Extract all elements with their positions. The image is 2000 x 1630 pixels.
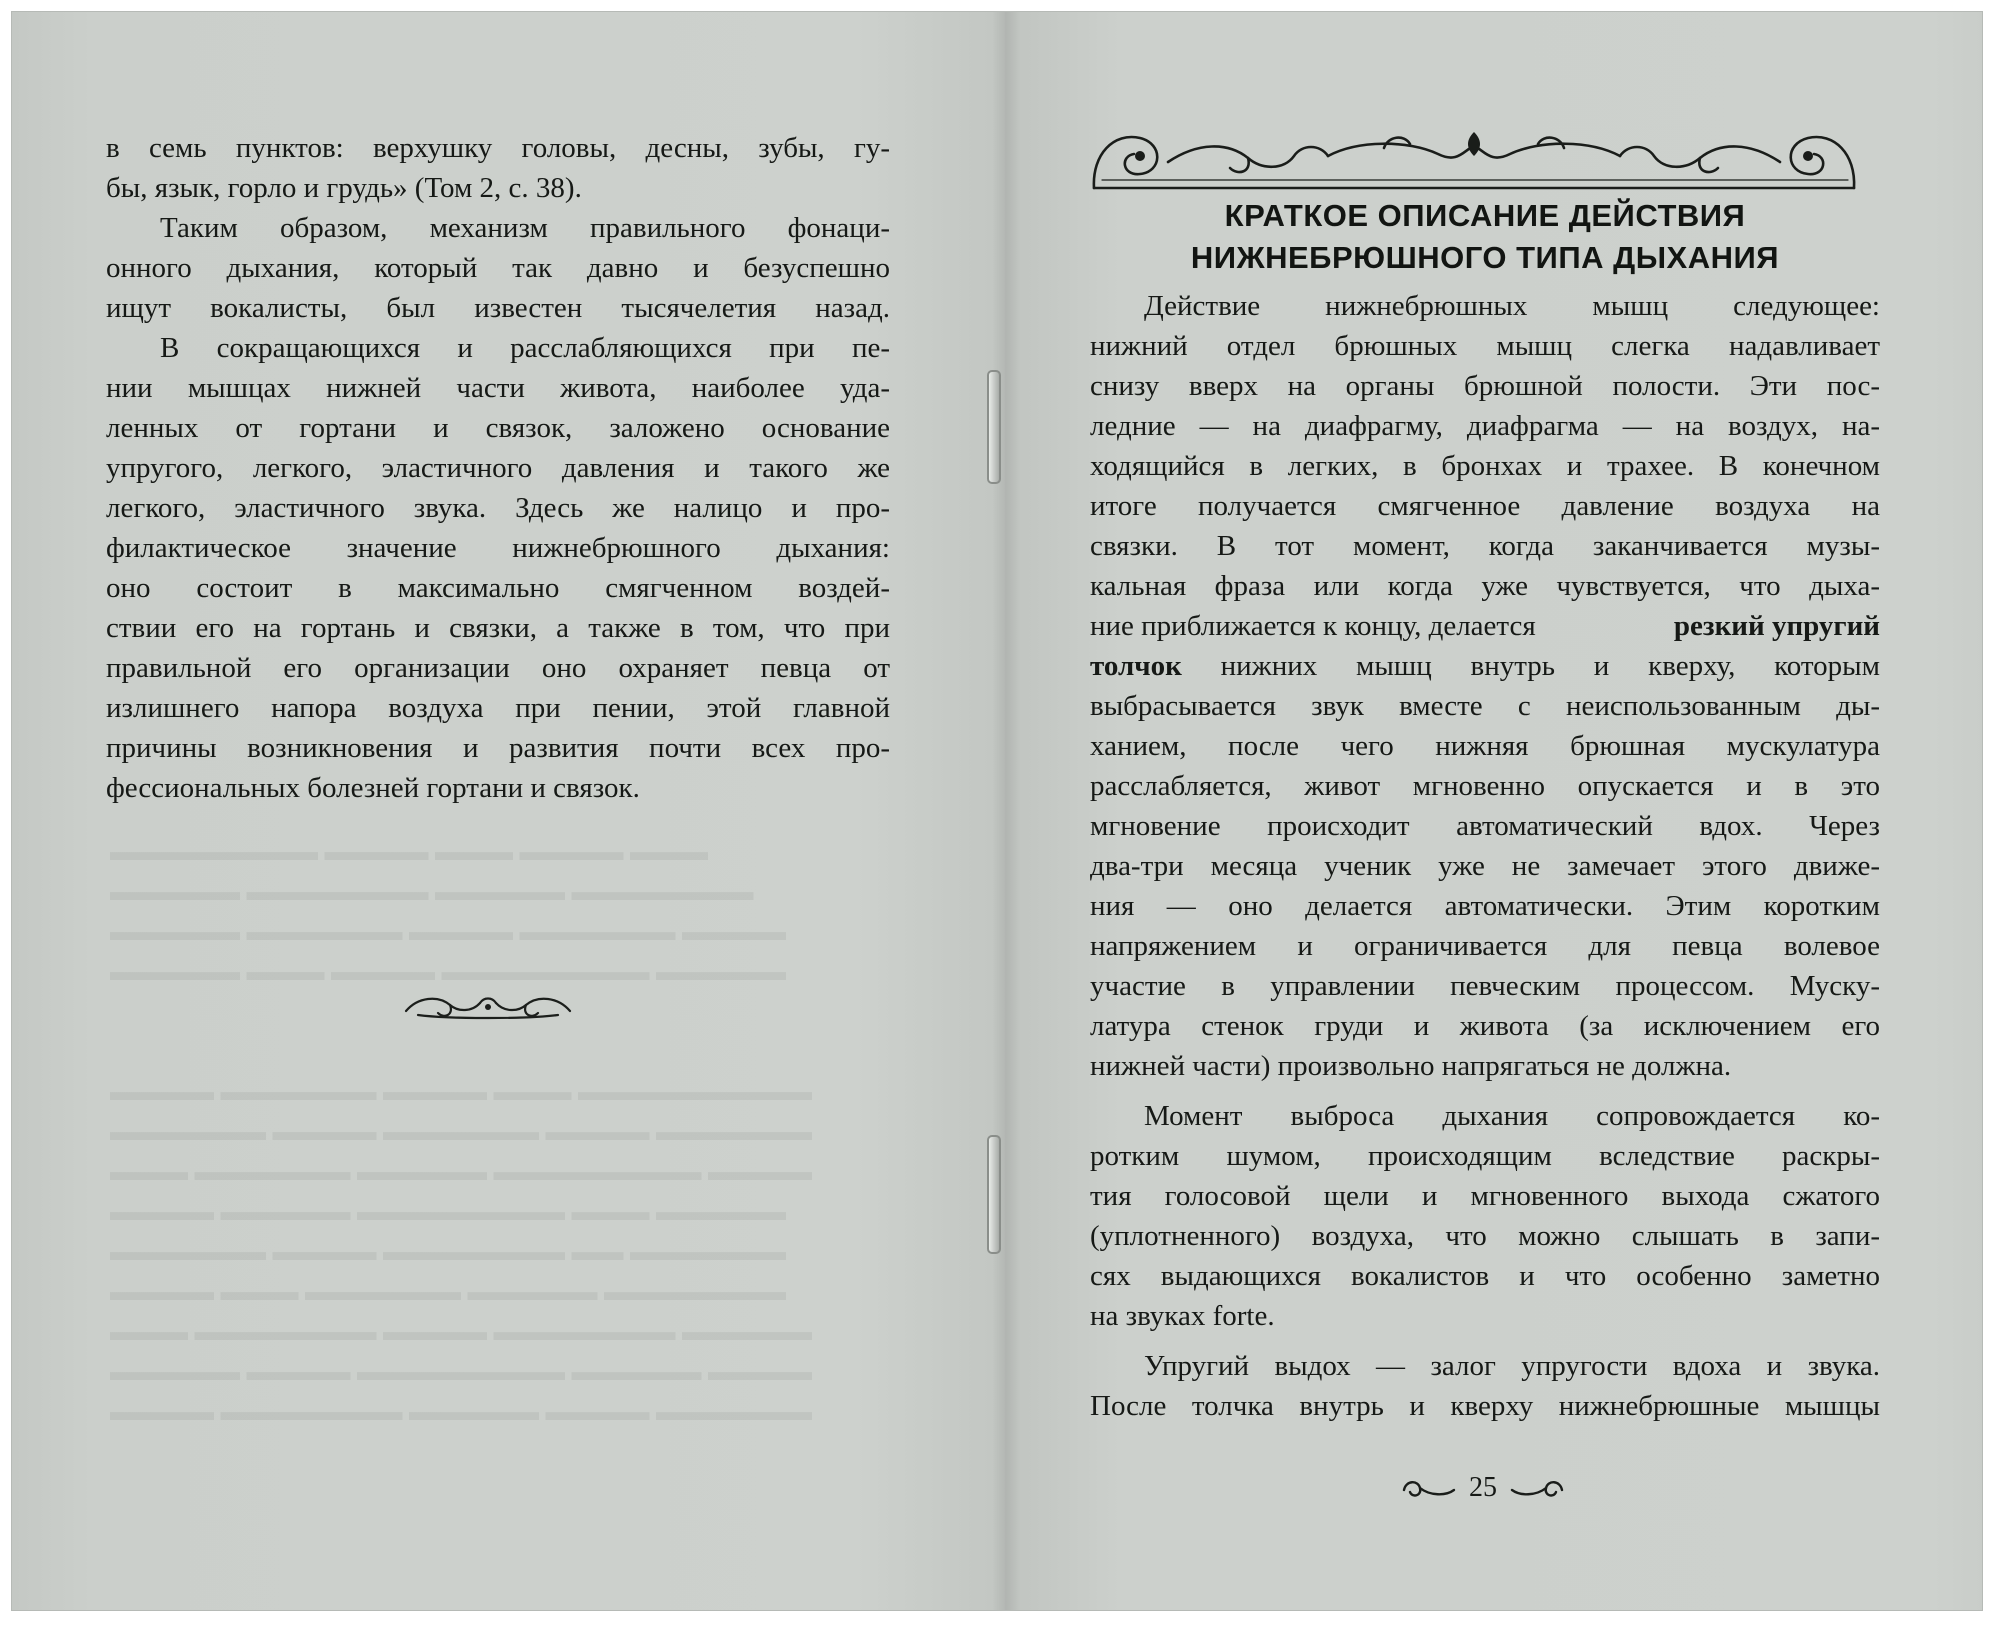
ornament-divider-icon — [398, 985, 578, 1025]
body-text-line: бы, язык, горло и грудь» (Том 2, с. 38). — [106, 172, 582, 204]
body-text-line: ния — оно делается автоматически. Этим коротким — [1090, 890, 1880, 922]
staple-icon — [987, 370, 1001, 484]
photo-scene: ▬▬▬ ▬▬▬▬ ▬▬▬ ▬▬▬▬ ▬▬▬▬▬▬▬▬ ▬▬▬▬▬▬▬ ▬▬▬▬▬ ▬▬▬▬▬▬▬ ▬▬▬▬▬ ▬▬▬▬ ▬▬▬▬▬▬ ▬▬▬▬ ▬▬▬▬▬▬ ▬▬▬▬▬ ▬▬▬▬▬ ▬▬▬▬▬▬▬▬ ▬▬▬▬ ▬▬▬ ▬▬▬▬▬ ▬▬▬▬▬▬▬▬▬ ▬▬▬ ▬▬▬▬ ▬▬▬▬▬▬ ▬▬▬▬ ▬▬▬▬▬▬ ▬▬▬▬ ▬▬▬▬▬▬ ▬▬▬▬ ▬▬▬▬▬▬ ▬▬▬▬ ▬▬▬▬▬▬▬▬ ▬▬▬▬▬ ▬▬▬▬▬▬ ▬▬▬ ▬▬▬▬▬ ▬▬▬ ▬▬▬▬▬▬▬▬ ▬▬▬▬▬ ▬▬▬▬ ▬▬▬▬▬▬ ▬▬ ▬▬▬▬▬▬▬ ▬▬▬▬ ▬▬▬▬▬▬ ▬▬▬▬▬▬▬ ▬▬▬▬▬ ▬▬▬▬▬▬ ▬▬▬ ▬▬▬▬ ▬▬▬▬▬ ▬▬▬▬▬▬▬ ▬▬▬▬ ▬▬▬▬▬▬▬ ▬▬▬ ▬▬▬▬ ▬▬▬▬▬ ▬▬▬▬▬▬▬▬ ▬▬▬▬ ▬▬▬▬▬ ▬▬▬▬▬▬ ▬▬▬▬ ▬▬▬▬▬ ▬▬▬▬▬▬▬ ▬▬▬▬ в семь пунктов: верхушку головы, десны, зубы, гу- бы, язык, горло и грудь» (Том 2, с. 38). Таким образом, механизм правильного фонаци- онного дыхания, который так давно и безуспешно ищут вокалисты, был известен тысячелетия назад. В сокращающихся и расслабляющихся при пе- нии мышцах нижней части живота, наиболее уда- ленных от гортани и связок, заложено основание упругого, легкого, эластичного давления и такого же легкого, эластичного звука. Здесь же налицо и про- филактическое значение нижнебрюшного дыхания: оно состоит в максимально смягченном воздей- ствии его на гортань и связки, а также в том, что при правильной его организации оно охраняет певца от излишнего напора воздуха при пении, этой главной причины возникновения и развития почти всех про- фессиональных болезней гортани и связок. КРАТКОЕ ОПИСАНИЕ ДЕЙСТВИЯ НИЖНЕБРЮШНОГО ТИПА ДЫХАНИЯ Действие нижнебрюшных мышц следующее: нижний отдел брюшных мышц слегка надавливает снизу вверх на органы брюшной полости. Эти пос- ледние — на диафрагму, диафрагма — на воздух, на- ходящийся в легких, в бронхах и трахее. В конечном итоге получается смягченное давление воздуха на связки. В тот момент, когда заканчивается музы- кальная фраза или когда уже чувствуется, что дыха- ние приближается к концу, делается резкий упругий толчок нижних мышц внутрь и кверху, которым выбрасывается звук вместе с неиспользованным ды- ханием, после чего нижняя брюшная мускулатура расслабляется, живот мгновенно опускается и в это мгновение происходит автоматический вдох. Через два-три месяца ученик уже не замечает этого движе- ния — оно делается автоматически. Этим коротким напряжением и ограничивается для певца волевое участие в управлении певческим процессом. Муску- латура стенок груди и живота (за исключением его нижней части) произвольно напрягаться не должна. Момент выброса дыхания сопровождается ко- ротким шумом, происходящим вследствие раскры- тия голосовой щели и мгновенного выхода сжатого (уплотненного) воздуха, что можно слышать в запи- сях выдающихся вокалистов и что особенно заметно на звуках forte. Упругий выдох — залог упругости вдоха и звука. После толчка внутрь и кверху нижнебрюшные мышцы 25 — [0, 0, 2000, 1630]
body-text-line: онного дыхания, который так давно и безуспешно — [106, 252, 890, 284]
body-text-line: оно состоит в максимально смягченном воздей- — [106, 572, 890, 604]
body-text-line: кальная фраза или когда уже чувствуется, что дыха- — [1090, 570, 1880, 602]
body-text-line: филактическое значение нижнебрюшного дыхания: — [106, 532, 890, 564]
body-text-line: нижний отдел брюшных мышц слегка надавливает — [1090, 330, 1880, 362]
section-heading: НИЖНЕБРЮШНОГО ТИПА ДЫХАНИЯ — [1190, 240, 1780, 275]
body-text-line: связки. В тот момент, когда заканчивается музы- — [1090, 530, 1880, 562]
body-text-line: на звуках forte. — [1090, 1300, 1275, 1332]
body-text-line: Упругий выдох — залог упругости вдоха и звука. — [1144, 1350, 1880, 1382]
body-text-line: мгновение происходит автоматический вдох. Через — [1090, 810, 1880, 842]
body-text-line: нижней части) произвольно напрягаться не должна. — [1090, 1050, 1732, 1082]
ornament-header-icon — [1088, 118, 1860, 196]
body-text-line — [1090, 606, 1880, 646]
body-text-line: напряжением и ограничивается для певца волевое — [1090, 930, 1880, 962]
body-text-line: снизу вверх на органы брюшной полости. Эти пос- — [1090, 370, 1880, 402]
body-text-line: итоге получается смягченное давление воздуха на — [1090, 490, 1880, 522]
text-fragment: ние приближается к концу, делается — [1090, 610, 1543, 642]
body-text-line: участие в управлении певческим процессом. Муску- — [1090, 970, 1880, 1002]
body-text-line: упругого, легкого, эластичного давления и такого же — [106, 452, 890, 484]
body-text-line: выбрасывается звук вместе с неиспользованным ды- — [1090, 690, 1880, 722]
body-text-line: нии мышцах нижней части живота, наиболее уда- — [106, 372, 890, 404]
text-fragment: нижних мышц внутрь и кверху, которым — [1181, 650, 1880, 682]
body-text-line: два-три месяца ученик уже не замечает этого движе- — [1090, 850, 1880, 882]
book-gutter — [992, 12, 1020, 1610]
body-text-line: расслабляется, живот мгновенно опускается и в это — [1090, 770, 1880, 802]
body-text-line: Действие нижнебрюшных мышц следующее: — [1144, 290, 1880, 322]
body-text-line: ханием, после чего нижняя брюшная мускулатура — [1090, 730, 1880, 762]
bold-text-fragment: резкий упругий — [1673, 610, 1880, 642]
body-text-line: в семь пунктов: верхушку головы, десны, зубы, гу- — [106, 132, 890, 164]
staple-icon — [987, 1135, 1001, 1254]
body-text-line: В сокращающихся и расслабляющихся при пе- — [160, 332, 890, 364]
body-text-line: Таким образом, механизм правильного фонаци- — [160, 212, 890, 244]
section-heading: КРАТКОЕ ОПИСАНИЕ ДЕЙСТВИЯ — [1224, 198, 1746, 233]
page-number: 25 — [1469, 1472, 1497, 1503]
bold-text-fragment: толчок — [1090, 650, 1182, 682]
body-text-line: тия голосовой щели и мгновенного выхода сжатого — [1090, 1180, 1880, 1212]
body-text-line: ищут вокалисты, был известен тысячелетия назад. — [106, 292, 890, 324]
body-text-line: причины возникновения и развития почти всех про- — [106, 732, 890, 764]
body-text-line: ленных от гортани и связок, заложено основание — [106, 412, 890, 444]
body-text-line: Момент выброса дыхания сопровождается ко- — [1144, 1100, 1880, 1132]
body-text-line: ротким шумом, происходящим вследствие раскры- — [1090, 1140, 1880, 1172]
body-text-line: (уплотненного) воздуха, что можно слышать в запи- — [1090, 1220, 1880, 1252]
body-text-line: ствии его на гортань и связки, а также в том, что при — [106, 612, 890, 644]
body-text-line: После толчка внутрь и кверху нижнебрюшные мышцы — [1090, 1390, 1880, 1422]
body-text-line: легкого, эластичного звука. Здесь же налицо и про- — [106, 492, 890, 524]
body-text-line: правильной его организации оно охраняет певца от — [106, 652, 890, 684]
body-text-line: сях выдающихся вокалистов и что особенно заметно — [1090, 1260, 1880, 1292]
body-text-line: ходящийся в легких, в бронхах и трахее. В конечном — [1090, 450, 1880, 482]
body-text-line — [1090, 646, 1880, 686]
body-text-line: излишнего напора воздуха при пении, этой главной — [106, 692, 890, 724]
body-text-line: латура стенок груди и живота (за исключением его — [1090, 1010, 1880, 1042]
body-text-line: ледние — на диафрагму, диафрагма — на воздух, на- — [1090, 410, 1880, 442]
body-text-line: фессиональных болезней гортани и связок. — [106, 772, 640, 804]
